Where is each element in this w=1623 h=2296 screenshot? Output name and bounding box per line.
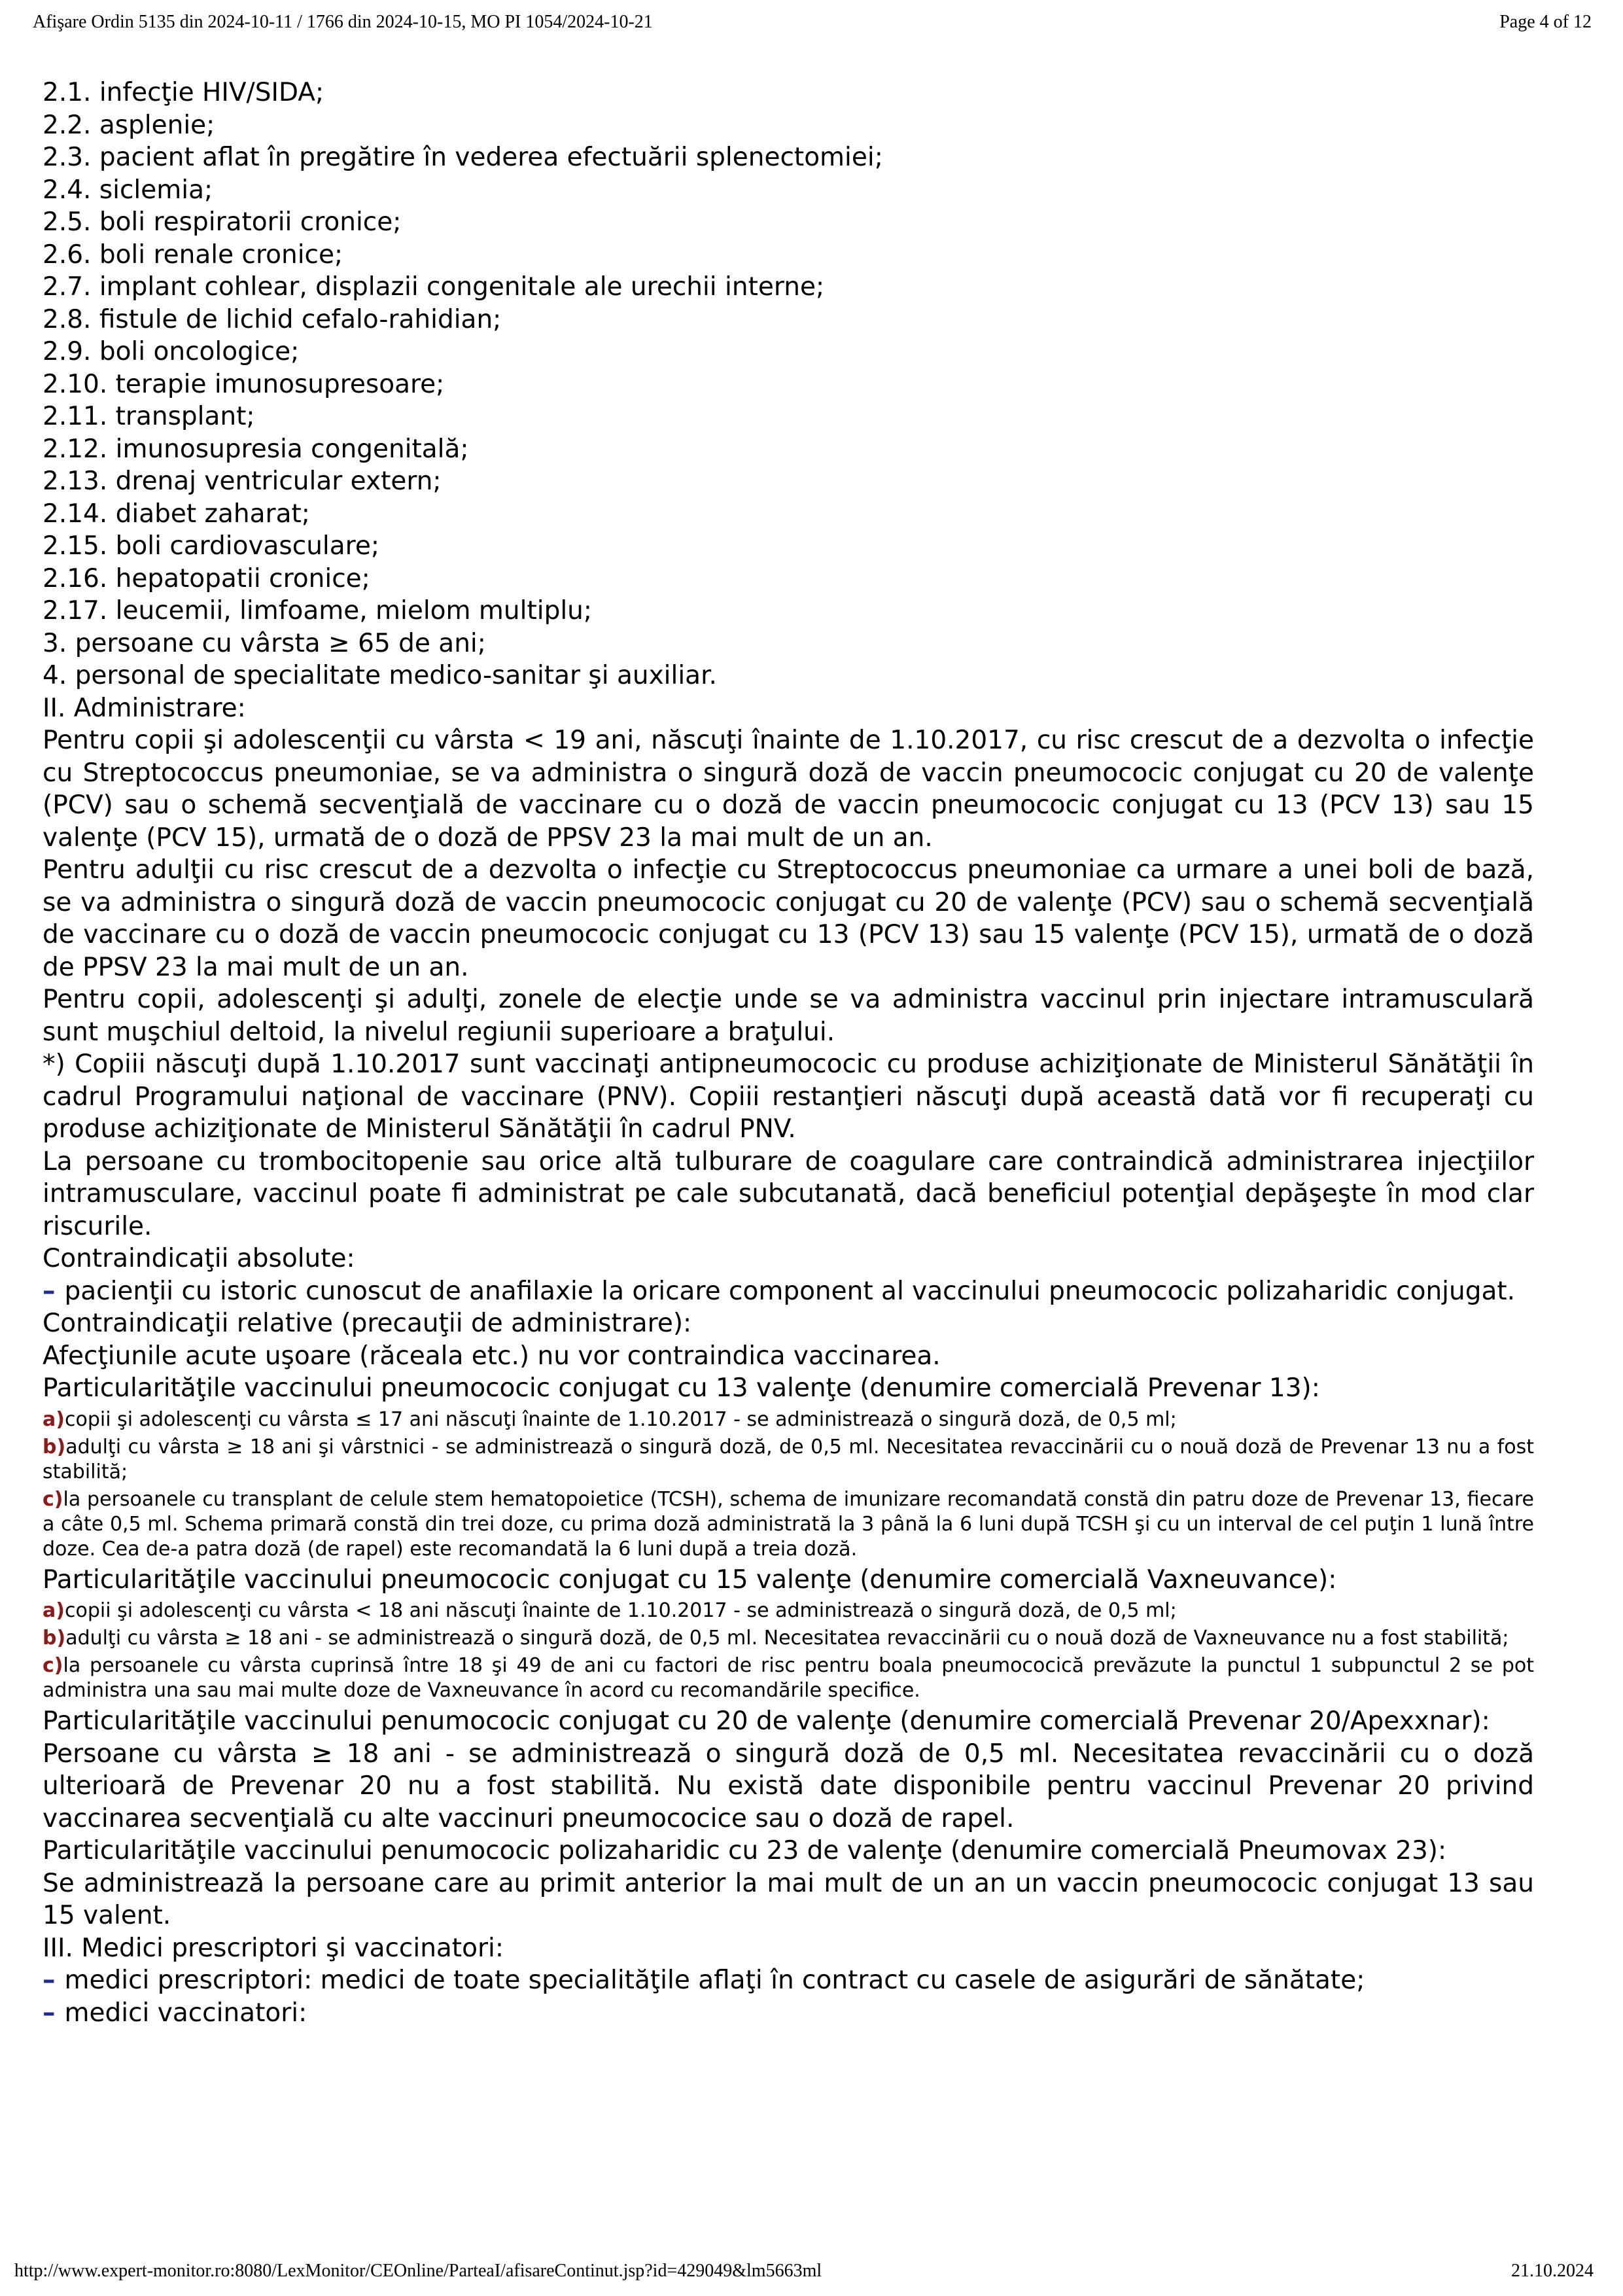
list-item: 4. personal de specialitate medico-sanitar şi auxiliar. [43,661,717,690]
admin-paragraph: Pentru adulţii cu risc crescut de a dezvolta o infecţie cu Streptococcus pneumoniae ca urmare a unei boli de bază, se va administra o singură doză de vaccin pneumococic conjugat cu 20 de valenţe (PCV) sau o schemă secvenţială de vaccinare cu o doză de vaccin pneumococic conjugat cu 13 (PCV 13) sau 15 valenţe (PCV 15), urmată de o doză de PPSV 23 la mai mult de un an. [43,855,1534,982]
contraindications-relative-title: Contraindicaţii relative (precauţii de administrare): [43,1309,692,1338]
item-marker: a) [43,1599,65,1622]
section-ii-title: II. Administrare: [43,693,246,723]
prescriptori-text: medici prescriptori: medici de toate specialităţile aflaţi în contract cu casele de asigurări de sănătate; [64,1966,1365,1995]
list-item: 2.5. boli respiratorii cronice; [43,207,402,237]
item-marker: c) [43,1654,63,1677]
list-item: 2.12. imunosupresia congenitală; [43,434,469,464]
vaccinatori-text: medici vaccinatori: [64,1998,307,2028]
list-item: 2.17. leucemii, limfoame, mielom multiplu; [43,596,593,626]
list-item: 2.16. hepatopatii cronice; [43,563,370,593]
page-url: http://www.expert-monitor.ro:8080/LexMonitor/CEOnline/ParteaI/afisareContinut.jsp?id=429049&lm5663ml [14,2261,822,2281]
item-text: la persoanele cu transplant de celule stem hematopoietice (TCSH), schema de imunizare recomandată constă din patru doze de Prevenar 13, fiecare a câte 0,5 ml. Schema primară constă din trei doze, cu prima doză administrată la 3 până la 6 luni după TCSH şi cu un interval de cel puţin 1 lună între doze. Cea de-a patra doză (de rapel) este recomandată la 6 luni după a treia doză. [43,1487,1534,1561]
list-item: 2.10. terapie imunosupresoare; [43,369,445,399]
admin-paragraph: Pentru copii şi adolescenţii cu vârsta < 19 ani, născuţi înainte de 1.10.2017, cu risc crescut de a dezvolta o infecţie cu Streptococcus pneumoniae, se va administra o singură doză de vaccin pneumococic conjugat cu 20 de valenţe (PCV) sau o schemă secvenţială de vaccinare cu o doză de vaccin pneumococic conjugat cu 13 (PCV 13) sau 15 valenţe (PCV 15), urmată de o doză de PPSV 23 la mai mult de un an. [43,726,1534,853]
list-item: 2.14. diabet zaharat; [43,499,310,529]
list-item: 2.6. boli renale cronice; [43,239,343,270]
contraindication-text: pacienţii cu istoric cunoscut de anafilaxie la oricare component al vaccinului pneumococic polizaharidic conjugat. [64,1276,1516,1306]
document-body [43,77,1534,2223]
list-item: 2.9. boli oncologice; [43,337,300,366]
list-item: 2.2. asplenie; [43,110,215,140]
page-date: 21.10.2024 [1511,2261,1594,2281]
risk-group-list [43,77,1534,692]
section-iii-title: III. Medici prescriptori şi vaccinatori: [43,1933,504,1963]
admin-paragraph: Pentru copii, adolescenţi şi adulţi, zonele de elecţie unde se va administra vaccinul prin injectare intramusculară sunt muşchiul deltoid, la nivelul regiunii superioare a braţului. [43,985,1534,1047]
list-item: 2.4. siclemia; [43,175,213,205]
dash-bullet-icon: – [43,1276,56,1306]
list-item: 2.3. pacient aflat în pregătire în vederea efectuării splenectomiei; [43,143,883,172]
item-text: copii şi adolescenţi cu vârsta ≤ 17 ani născuţi înainte de 1.10.2017 - se administrează o singură doză, de 0,5 ml; [64,1407,1177,1431]
pcv20-text: Persoane cu vârsta ≥ 18 ani - se administrează o singură doză de 0,5 ml. Necesitatea revaccinării cu o doză ulterioară de Prevenar 20 nu a fost stabilită. Nu există date disponibile pentru vaccinul Prevenar 20 privind vaccinarea secvenţială cu alte vaccinuri pneumococice sau o doză de rapel. [43,1739,1534,1833]
admin-paragraph: La persoane cu trombocitopenie sau orice altă tulburare de coagulare care contraindică administrarea injecţiilor intramusculare, vaccinul poate fi administrat pe cale subcutanată, dacă beneficiul potenţial depăşeşte în mod clar riscurile. [43,1146,1534,1241]
pcv13-item-a [43,1407,1534,1432]
item-text: adulţi cu vârsta ≥ 18 ani - se administrează o singură doză, de 0,5 ml. Necesitatea revaccinării cu o nouă doză de Vaxneuvance nu a fost stabilită; [65,1627,1509,1650]
prescriptori-item [43,1964,1534,1997]
list-item: 2.13. drenaj ventricular extern; [43,467,442,496]
contraindications-absolute-title: Contraindicaţii absolute: [43,1244,355,1273]
admin-paragraph: *) Copiii născuţi după 1.10.2017 sunt vaccinaţi antipneumococic cu produse achiziţionate de Ministerul Sănătăţii în cadrul Programului naţional de vaccinare (PNV). Copiii restanţieri născuţi după această dată vor fi recuperaţi cu produse achiziţionate de Ministerul Sănătăţii în cadrul PNV. [43,1050,1534,1144]
dash-bullet-icon: – [43,1998,56,2028]
item-marker: b) [43,1627,66,1650]
list-item: 2.7. implant cohlear, displazii congenitale ale urechii interne; [43,272,825,302]
pcv13-item-c [43,1487,1534,1562]
ppsv23-title: Particularităţile vaccinului penumococic polizaharidic cu 23 de valenţe (denumire comercială Pneumovax 23): [43,1836,1447,1865]
page-header-title: Afişare Ordin 5135 din 2024-10-11 / 1766 din 2024-10-15, MO PI 1054/2024-10-21 [33,12,653,32]
item-marker: c) [43,1487,63,1511]
page-number: Page 4 of 12 [1499,12,1592,32]
dash-bullet-icon: – [43,1966,56,1995]
pcv15-item-a [43,1598,1534,1623]
pcv15-item-c [43,1653,1534,1703]
item-marker: b) [43,1435,66,1458]
list-item: 3. persoane cu vârsta ≥ 65 de ani; [43,628,486,658]
list-item: 2.11. transplant; [43,402,255,431]
pcv15-item-b [43,1626,1534,1651]
item-text: copii şi adolescenţi cu vârsta < 18 ani născuţi înainte de 1.10.2017 - se administrează o singură doză, de 0,5 ml; [64,1599,1177,1622]
item-text: adulţi cu vârsta ≥ 18 ani şi vârstnici - se administrează o singură doză, de 0,5 ml. Necesitatea revaccinării cu o nouă doză de Prevenar 13 nu a fost stabilită; [43,1435,1534,1483]
item-text: la persoanele cu vârsta cuprinsă între 18 şi 49 de ani cu factori de risc pentru boala pneumococică prevăzute la punctul 1 subpunctul 2 se pot administra una sau mai multe doze de Vaxneuvance în acord cu recomandările specifice. [43,1654,1534,1702]
list-item: 2.15. boli cardiovasculare; [43,531,379,561]
ppsv23-text: Se administrează la persoane care au primit anterior la mai mult de un an un vaccin pneumococic conjugat 13 sau 15 valent. [43,1868,1534,1930]
list-item: 2.8. fistule de lichid cefalo-rahidian; [43,304,502,334]
item-marker: a) [43,1407,65,1431]
vaccinatori-item [43,1997,1534,2030]
pcv13-title: Particularităţile vaccinului pneumococic conjugat cu 13 valenţe (denumire comercială Prevenar 13): [43,1373,1320,1403]
pcv13-item-b [43,1435,1534,1485]
pcv20-title: Particularităţile vaccinului penumococic conjugat cu 20 de valenţe (denumire comercială Prevenar 20/Apexxnar): [43,1706,1490,1736]
contraindication-item [43,1275,1534,1308]
list-item: 2.1. infecţie HIV/SIDA; [43,78,324,107]
pcv15-title: Particularităţile vaccinului pneumococic conjugat cu 15 valenţe (denumire comercială Vaxneuvance): [43,1564,1337,1595]
contraindications-relative-text: Afecţiunile acute uşoare (răceala etc.) nu vor contraindica vaccinarea. [43,1341,941,1371]
